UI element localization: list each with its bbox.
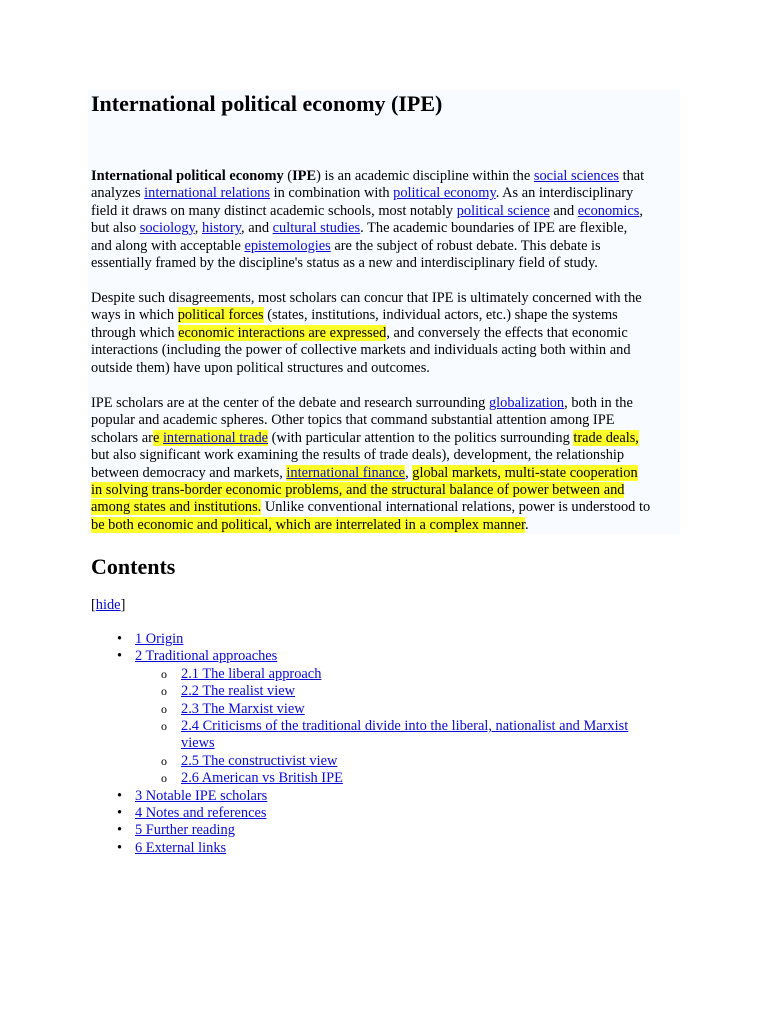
- toc-link-notes-references[interactable]: 4 Notes and references: [135, 805, 267, 822]
- link-sociology[interactable]: sociology: [139, 220, 195, 237]
- text: ways in which: [91, 307, 178, 324]
- text-line: [91, 168, 681, 185]
- text-line: [91, 499, 681, 516]
- toc-item: [91, 822, 681, 839]
- link-social-sciences[interactable]: social sciences: [533, 168, 619, 184]
- text: .: [524, 516, 529, 533]
- link-cultural-studies[interactable]: cultural studies: [272, 220, 361, 237]
- text-line: [91, 238, 681, 255]
- highlight: e: [152, 429, 163, 446]
- contents-heading: Contents: [91, 554, 176, 579]
- link-text: views: [181, 735, 215, 752]
- toc-link-notable-scholars[interactable]: 3 Notable IPE scholars: [135, 787, 268, 804]
- toc-subitem: [135, 701, 681, 718]
- text: through which: [91, 324, 179, 341]
- link-text: o 2.4 Criticisms of the traditional divide into the liberal, nationalist and Marxist: [181, 718, 629, 735]
- link-political-science[interactable]: political science: [456, 202, 550, 219]
- toc-link-constructivist-view[interactable]: 2.5 The constructivist view: [181, 752, 338, 769]
- toc-link-liberal-approach[interactable]: 2.1 The liberal approach: [181, 665, 322, 682]
- text-line: [91, 325, 681, 342]
- text-line: Despite such disagreements, most scholars can concur that IPE is ultimately concerned with the: [91, 290, 642, 306]
- text-line: [91, 203, 681, 220]
- link-epistemologies[interactable]: epistemologies: [244, 237, 331, 254]
- text: and along with acceptable: [91, 237, 245, 254]
- link-history[interactable]: history: [202, 220, 242, 237]
- text: ,: [639, 202, 643, 219]
- link-political-economy[interactable]: political economy: [393, 185, 496, 202]
- link-economics[interactable]: economics: [577, 202, 640, 219]
- bold-abbrev: IPE: [292, 168, 317, 184]
- text-line: [91, 465, 681, 482]
- highlight: political forces: [177, 307, 264, 324]
- text: ) is an academic discipline within the: [316, 168, 534, 184]
- topics-paragraph: [91, 395, 681, 534]
- link-international-trade[interactable]: international trade: [162, 429, 269, 446]
- toc-subitem: [135, 683, 681, 700]
- toc-item: [91, 840, 681, 857]
- table-of-contents: [91, 631, 681, 857]
- text: . The academic boundaries of IPE are flexible,: [360, 220, 628, 237]
- text: (states, institutions, individual actors, etc.) shape the systems: [263, 307, 618, 324]
- text: scholars ar: [91, 429, 153, 446]
- text: ,: [194, 220, 202, 237]
- toc-item: [91, 648, 681, 787]
- text: field it draws on many distinct academic schools, most notably: [91, 202, 457, 219]
- text: IPE scholars are at the center of the debate and research surrounding: [91, 395, 489, 411]
- highlight: in solving trans-border economic problems, and the structural balance of power between and: [91, 481, 625, 498]
- text: , and conversely the effects that economic: [386, 324, 628, 341]
- text: Unlike conventional international relations, power is understood to: [261, 499, 651, 516]
- toc-subitem: [135, 770, 681, 787]
- toc-item: [91, 805, 681, 822]
- toc-link-traditional-approaches[interactable]: 2 Traditional approaches: [135, 648, 278, 665]
- text-line: outside them) have upon political structures and outcomes.: [91, 359, 430, 376]
- text: between democracy and markets,: [91, 464, 287, 481]
- toc-sublist: [135, 666, 681, 788]
- text: are the subject of robust debate. This debate is: [330, 237, 601, 254]
- text: that: [618, 168, 645, 184]
- intro-paragraph: [91, 168, 681, 272]
- toc-subitem: [135, 753, 681, 770]
- text-line: [91, 395, 681, 412]
- toc-link-further-reading[interactable]: 5 Further reading: [135, 822, 235, 839]
- highlight: trade deals,: [573, 429, 639, 446]
- toc-link-criticisms[interactable]: [181, 718, 681, 753]
- text: ,: [405, 464, 413, 481]
- bold-term: International political economy: [91, 168, 284, 184]
- toc-subitem: [135, 718, 681, 753]
- link-globalization[interactable]: globalization: [488, 395, 565, 411]
- toc-subitem: [135, 666, 681, 683]
- toc-link-external-links[interactable]: 6 External links: [135, 839, 227, 856]
- text: . As an interdisciplinary: [495, 185, 634, 202]
- bracket: [: [91, 597, 96, 613]
- toc-hide-toggle: [91, 597, 125, 614]
- scope-paragraph: [91, 290, 681, 377]
- bracket: ]: [120, 597, 126, 613]
- toc-link-realist-view[interactable]: 2.2 The realist view: [181, 683, 296, 700]
- text-line: interactions (including the power of collective markets and individuals acting both within and: [91, 342, 631, 359]
- text: , and: [241, 220, 273, 237]
- toc-item: [91, 631, 681, 648]
- page-title: International political economy (IPE): [91, 91, 443, 116]
- text-line: but also significant work examining the results of trade deals), development, the relationship: [91, 447, 625, 464]
- toc-link-marxist-view[interactable]: 2.3 The Marxist view: [181, 700, 305, 717]
- link-international-relations[interactable]: international relations: [144, 185, 271, 202]
- text-line: [91, 185, 681, 202]
- text: in combination with: [270, 185, 394, 202]
- toc-link-origin[interactable]: 1 Origin: [135, 631, 184, 647]
- highlight: be both economic and political, which are interrelated in a complex manner: [91, 516, 525, 533]
- text: (: [283, 168, 293, 184]
- text: analyzes: [91, 185, 145, 202]
- text-line: [91, 430, 681, 447]
- text: , both in the: [564, 395, 633, 411]
- text: (with particular attention to the politics surrounding: [268, 429, 574, 446]
- highlight: global markets, multi-state cooperation: [412, 464, 638, 481]
- hide-link[interactable]: hide: [95, 597, 121, 613]
- text: and: [549, 202, 578, 219]
- text-line: essentially framed by the discipline's status as a new and interdisciplinary field of study.: [91, 254, 598, 271]
- link-international-finance[interactable]: international finance: [286, 464, 406, 481]
- toc-link-american-vs-british[interactable]: 2.6 American vs British IPE: [181, 770, 343, 787]
- text-line: [91, 220, 681, 237]
- text-line: [91, 482, 681, 499]
- toc-item: [91, 788, 681, 805]
- text: but also: [91, 220, 140, 237]
- text-line: popular and academic spheres. Other topics that command substantial attention among IPE: [91, 412, 615, 429]
- highlight: economic interactions are expressed: [178, 324, 387, 341]
- text-line: [91, 517, 681, 534]
- text-line: [91, 307, 681, 324]
- highlight: among states and institutions.: [91, 499, 262, 516]
